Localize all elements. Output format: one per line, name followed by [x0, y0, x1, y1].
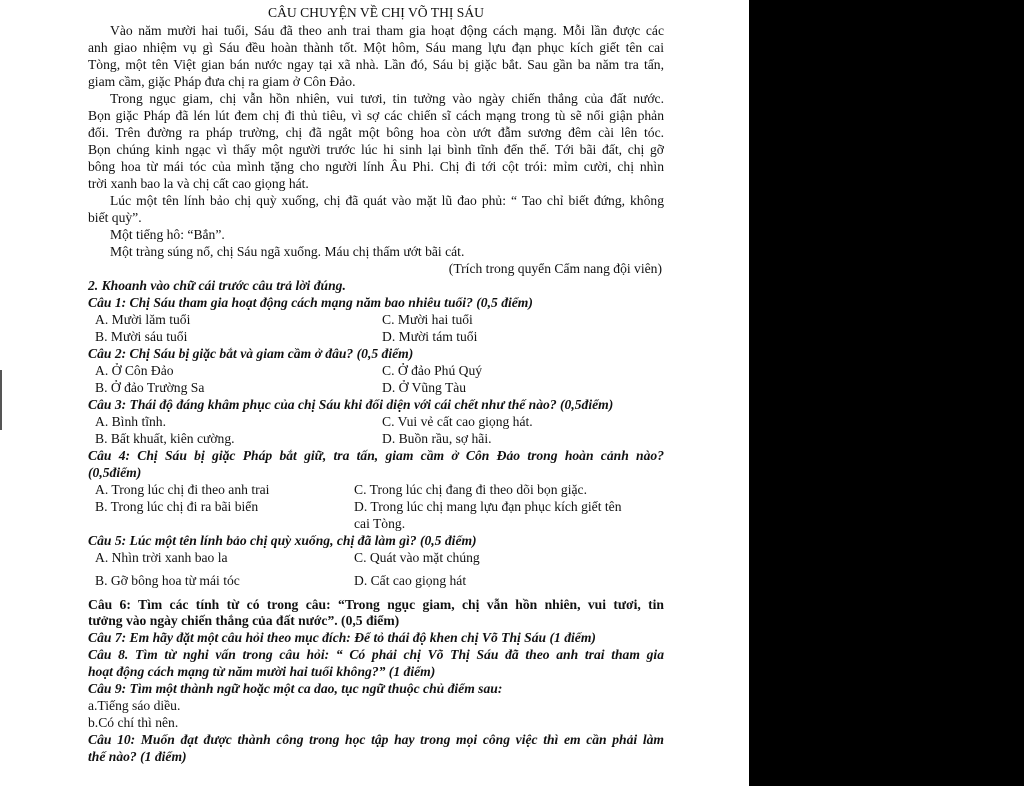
option-4d: D. Trong lúc chị mang lựu đạn phục kích giết tên — [354, 499, 622, 514]
question-5: Câu 5: Lúc một tên lính bảo chị quỳ xuống, chị đã làm gì? (0,5 điểm) — [88, 533, 477, 548]
question-6: Câu 6: Tìm các tính từ có trong câu: “Trong ngục giam, chị vẫn hồn nhiên, vui tươi, tin — [88, 597, 664, 612]
question-3: Câu 3: Thái độ đáng khâm phục của chị Sáu khi đối diện với cái chết như thế nào? (0,5điểm) — [88, 397, 614, 412]
question-10-cont: thế nào? (1 điểm) — [88, 749, 187, 764]
story-line: Tòng, một tên Việt gian bán nước ngay tại xã nhà. Lần đó, Sáu bị giặc bắt. Sau gần ba năm tra tấn, — [88, 57, 664, 72]
black-margin-right — [749, 0, 1024, 786]
option-4b: B. Trong lúc chị đi ra bãi biển — [95, 499, 259, 514]
option-2b: B. Ở đảo Trường Sa — [95, 380, 205, 395]
story-line: Một tiếng hô: “Bắn”. — [110, 227, 225, 242]
option-1d: D. Mười tám tuổi — [382, 329, 478, 344]
story-line: đối. Trên đường ra pháp trường, chị đã ngắt một bông hoa còn ướt đẫm sương đêm cài lên tóc. — [88, 125, 664, 140]
option-3d: D. Buồn rầu, sợ hãi. — [382, 431, 492, 446]
question-2: Câu 2: Chị Sáu bị giặc bắt và giam cầm ở đâu? (0,5 điểm) — [88, 346, 414, 361]
story-line: Một tràng súng nổ, chị Sáu ngã xuống. Máu chị thấm ướt bãi cát. — [110, 244, 465, 259]
story-line: trời xanh bao la và chị cất cao giọng hát. — [88, 176, 309, 191]
option-3c: C. Vui vẻ cất cao giọng hát. — [382, 414, 533, 429]
option-1b: B. Mười sáu tuổi — [95, 329, 188, 344]
section-2-heading: 2. Khoanh vào chữ cái trước câu trả lời đúng. — [88, 278, 346, 293]
question-1: Câu 1: Chị Sáu tham gia hoạt động cách mạng năm bao nhiêu tuổi? (0,5 điểm) — [88, 295, 533, 310]
option-1c: C. Mười hai tuổi — [382, 312, 473, 327]
story-line: Bọn chúng kinh ngạc vì thấy một người trước lúc hi sinh lại bình tĩnh đến thế. Tới bãi đất, chị gỡ — [88, 142, 664, 157]
question-10: Câu 10: Muốn đạt được thành công trong học tập hay trong mọi công việc thì em cần phải làm — [88, 732, 664, 747]
option-3a: A. Bình tĩnh. — [95, 414, 166, 429]
question-6-cont: tưởng vào ngày chiến thắng của đất nước”. (0,5 điểm) — [88, 613, 400, 628]
option-4d-cont: cai Tòng. — [354, 516, 406, 531]
question-9: Câu 9: Tìm một thành ngữ hoặc một ca dao, tục ngữ thuộc chủ điểm sau: — [88, 681, 503, 696]
option-3b: B. Bất khuất, kiên cường. — [95, 431, 235, 446]
story-line: giam cầm, giặc Pháp đưa chị ra giam ở Côn Đảo. — [88, 74, 356, 89]
option-1a: A. Mười lăm tuổi — [95, 312, 191, 327]
story-line: Vào năm mười hai tuổi, Sáu đã theo anh trai tham gia hoạt động cách mạng. Mỗi lần được các — [110, 23, 664, 38]
story-line: biết quỳ”. — [88, 210, 142, 225]
story-line: bông hoa từ mái tóc của mình tặng cho người lính Âu Phi. Chị đi tới cột trói: mỉm cười, chị nhìn — [88, 159, 664, 174]
option-5c: C. Quát vào mặt chúng — [354, 550, 480, 565]
option-2d: D. Ở Vũng Tàu — [382, 380, 467, 395]
option-4c: C. Trong lúc chị đang đi theo dõi bọn giặc. — [354, 482, 587, 497]
option-2c: C. Ở đảo Phú Quý — [382, 363, 483, 378]
question-7: Câu 7: Em hãy đặt một câu hỏi theo mục đích: Để tỏ thái độ khen chị Võ Thị Sáu (1 điểm) — [88, 630, 596, 645]
story-line: anh giao nhiệm vụ gì Sáu đều hoàn thành tốt. Một hôm, Sáu mang lựu đạn phục kích giết tên cai — [88, 40, 664, 55]
question-4: Câu 4: Chị Sáu bị giặc Pháp bắt giữ, tra tấn, giam cầm ở Côn Đảo trong hoàn cảnh nào? — [88, 448, 664, 463]
option-5d: D. Cất cao giọng hát — [354, 573, 467, 588]
question-8-cont: hoạt động cách mạng từ năm mười hai tuổi không?” (1 điểm) — [88, 664, 436, 679]
option-4a: A. Trong lúc chị đi theo anh trai — [95, 482, 270, 497]
option-5a: A. Nhìn trời xanh bao la — [95, 550, 228, 565]
question-8: Câu 8. Tìm từ nghi vấn trong câu hỏi: “ Có phải chị Võ Thị Sáu đã theo anh trai tham gia — [88, 647, 664, 662]
question-9a: a.Tiếng sáo diều. — [88, 698, 181, 713]
story-line: Lúc một tên lính bảo chị quỳ xuống, chị đã quát vào mặt lũ đao phủ: “ Tao chỉ biết đứng, không — [110, 193, 664, 208]
option-5b: B. Gỡ bông hoa từ mái tóc — [95, 573, 240, 588]
story-line: Bọn giặc Pháp đã lén lút đem chị đi thủ tiêu, vì sợ các chiến sĩ cách mạng trong tù sẽ nổi giận phản — [88, 108, 664, 123]
question-9b: b.Có chí thì nên. — [88, 715, 179, 730]
source-citation: (Trích trong quyển Cẩm nang đội viên) — [448, 261, 662, 276]
option-2a: A. Ở Côn Đảo — [95, 363, 174, 378]
question-4-points: (0,5điểm) — [88, 465, 142, 480]
story-line: Trong ngục giam, chị vẫn hồn nhiên, vui tươi, tin tưởng vào ngày chiến thắng của đất nước. — [110, 91, 664, 106]
story-title: CÂU CHUYỆN VỀ CHỊ VÕ THỊ SÁU — [268, 5, 484, 20]
